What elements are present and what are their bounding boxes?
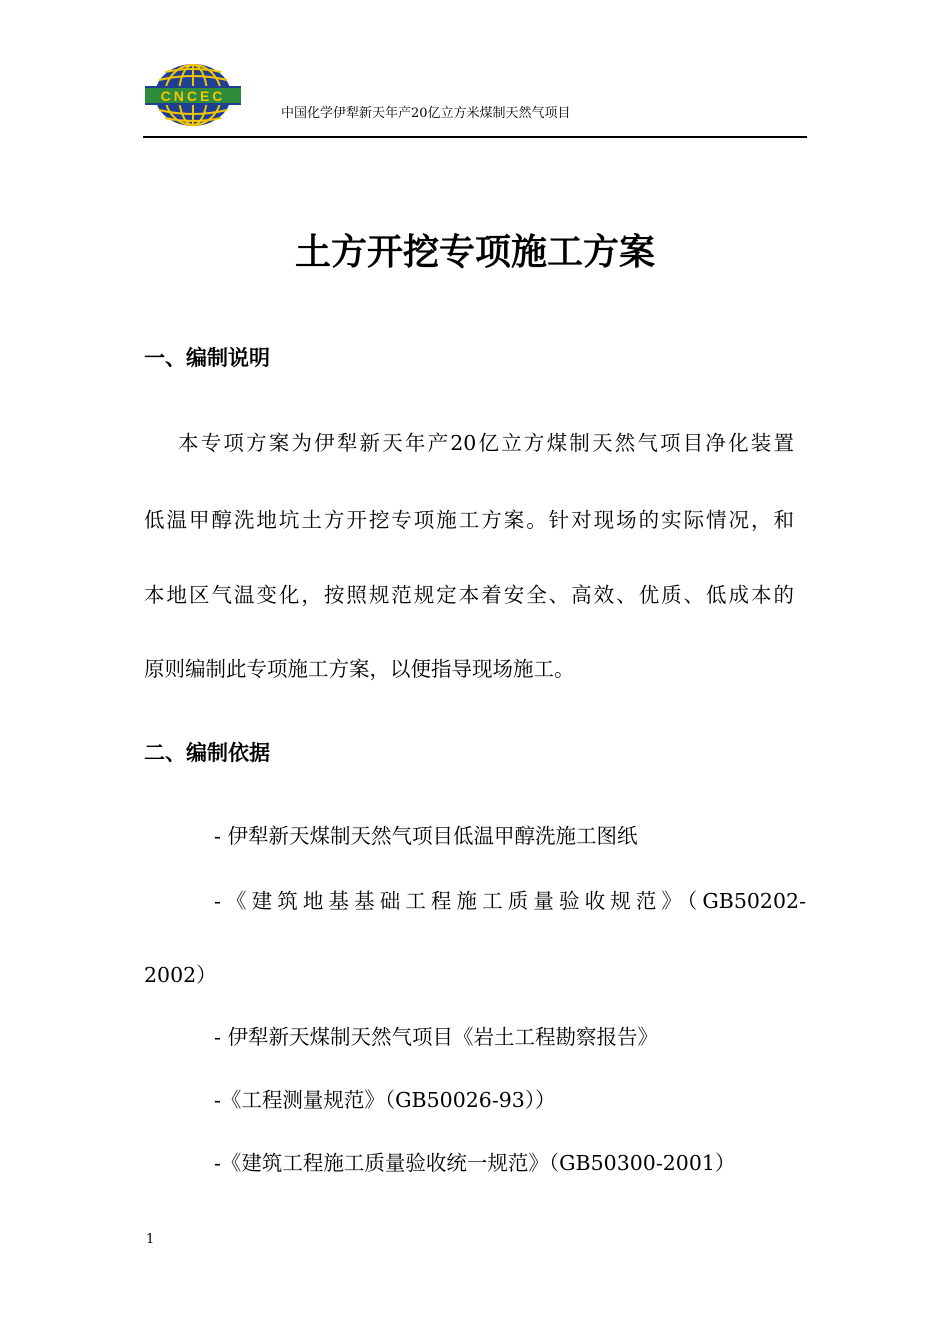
cncec-logo	[143, 62, 243, 128]
paragraph-line: 本专项方案为伊犁新天年产20亿立方煤制天然气项目净化装置	[178, 431, 794, 455]
header-divider	[143, 136, 807, 138]
reference-item: - 伊犁新天煤制天然气项目低温甲醇洗施工图纸	[214, 824, 638, 848]
page-header	[143, 62, 807, 138]
reference-item: -《建筑地基基础工程施工质量验收规范》（GB50202-	[214, 889, 806, 913]
section-heading-1: 一、编制说明	[144, 346, 270, 370]
paragraph-line: 本地区气温变化，按照规范规定本着安全、高效、优质、低成本的	[144, 583, 794, 607]
header-project-title: 中国化学伊犁新天年产20亿立方米煤制天然气项目	[281, 106, 571, 121]
reference-item: - 伊犁新天煤制天然气项目《岩土工程勘察报告》	[214, 1025, 658, 1049]
paragraph-line: 低温甲醇洗地坑土方开挖专项施工方案。针对现场的实际情况，和	[144, 508, 794, 532]
svg-text:CNCEC: CNCEC	[160, 88, 226, 104]
section-heading-2: 二、编制依据	[144, 741, 270, 765]
page-number: 1	[146, 1232, 155, 1247]
paragraph-line: 原则编制此专项施工方案，以便指导现场施工。	[144, 657, 575, 681]
reference-item: -《建筑工程施工质量验收统一规范》（GB50300-2001）	[214, 1151, 736, 1175]
document-title: 土方开挖专项施工方案	[294, 232, 655, 273]
reference-item-continuation: 2002）	[144, 963, 217, 987]
reference-item: -《工程测量规范》（GB50026-93））	[214, 1088, 556, 1112]
